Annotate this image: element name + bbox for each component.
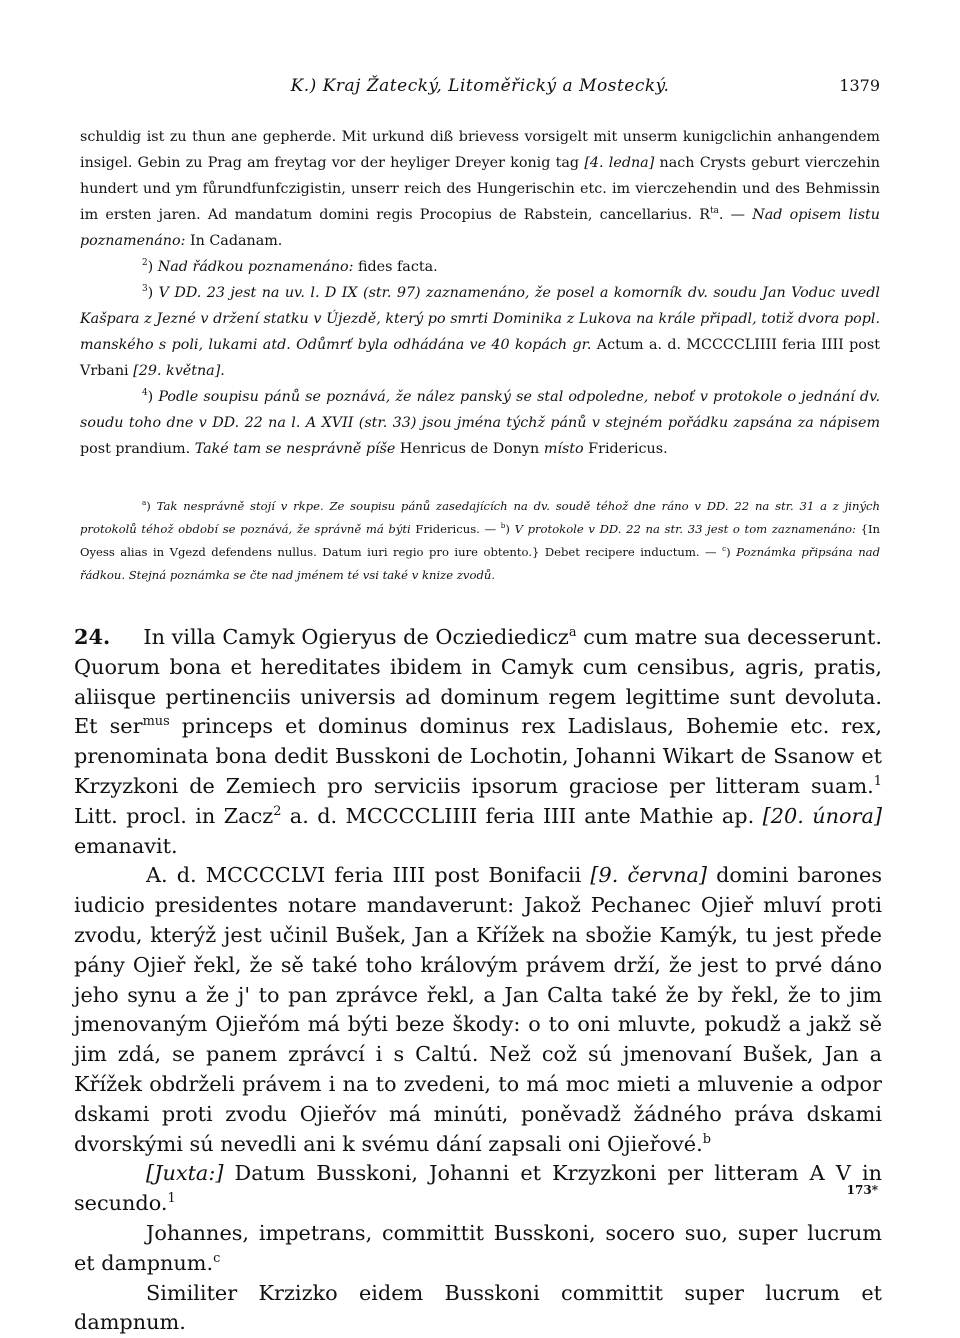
entry-24 <box>74 622 882 1338</box>
entry-paragraph-3: [Juxta:] Datum Busskoni, Johanni et Krzyzkoni per litteram A V in secundo.$^1$ <box>74 1161 882 1216</box>
footnotes-top <box>80 124 880 462</box>
page-number: 1379 <box>839 76 880 95</box>
footnote-small-text: $^a$) Tak nesprávně stojí v rkpe. Ze soupisu pánů zasedajících na dv. soudě téhož dne ráno v DD. 22 na str. 31 a z jiných protokolů téhož období se poznává, že správně má býti Fridericus. — $^b$) V protokole v DD. 22 na str. 33 jest o tom zaznamenáno: {In Oyess alias in Vgezd defendens nullus. Datum iuri regio pro iure obtento.} Debet recipere inductum. — $^c$) Poznámka připsána nad řádkou. Stejná poznámka se čte nad jménem té vsi také v knize zvodů. <box>80 498 880 582</box>
entry-paragraph-4: Johannes, impetrans, committit Busskoni, socero suo, super lucrum et dampnum.$^c$ <box>74 1220 882 1275</box>
entry-paragraph-5: Similiter Krzizko eidem Busskoni committit super lucrum et dampnum. <box>74 1280 882 1335</box>
running-header <box>80 76 880 102</box>
printer-signature: 173* <box>846 1183 878 1197</box>
footnote-4: $^4$) Podle soupisu pánů se poznává, že nález panský se stal odpoledne, neboť v protokole o jednání dv. soudu toho dne v DD. 22 na l. A XVII (str. 33) jsou jména týchž pánů v stejném pořádku zapsána za nápisem post prandium. Také tam se nesprávně píše Henricus de Donyn místo Fridericus. <box>80 388 880 457</box>
entry-number: 24. <box>74 624 111 649</box>
footnotes-small <box>80 495 880 587</box>
page-title: K.) Kraj Žatecký, Litoměřický a Mostecký. <box>290 76 670 96</box>
entry-paragraph-1: 24. In villa Camyk Ogieryus de Ocziediedicz$^a$ cum matre sua decesserunt. Quorum bona et hereditates ibidem in Camyk cum censibus, agris, pratis, aliisque pertinenciis universis ad dominum regem legittime sunt devoluta. Et ser$^{mus}$ princeps et dominus dominus rex Ladislaus, Bohemie etc. rex, prenominata bona dedit Busskoni de Lochotin, Johanni Wikart de Ssanow et Krzyzkoni de Zemiech pro serviciis ipsorum graciose per litteram suam.$^1$ Litt. procl. in Zacz$^2$ a. d. MCCCCLIIII feria IIII ante Mathie ap. [20. února] emanavit. <box>74 624 882 858</box>
entry-paragraph-2: A. d. MCCCCLVI feria IIII post Bonifacii [9. června] domini barones iudicio presidentes notare mandaverunt: Jakož Pechanec Ojieř mluví proti zvodu, kterýž jest učinil Bušek, Jan a Křížek na sbožie Kamýk, tu jest přede pány Ojieř řekl, že sě také toho královým právem drží, že jest to prvé dáno jeho synu a že j' to pan zprávce řekl, a Jan Calta také že by řekl, že to jim jmenovaným Ojieřóm má býti beze škody: o to oni mluvte, pokudž a jakž sě jim zdá, se panem zprávcí i s Caltú. Než což sú jmenovaní Bušek, Jan a Křížek obdrželi právem i na to zvedeni, to má moc mieti a mluvenie a odpor dskami proti zvodu Ojieřóv má minúti, poněvadž žádného práva dskami dvorskými sú nevedli ani k svému dání zapsali oni Ojieřové.$^b$ <box>74 863 882 1156</box>
footnote-3: $^3$) V DD. 23 jest na uv. l. D IX (str. 97) zaznamenáno, že posel a komorník dv. soudu Jan Voduc uvedl Kašpara z Jezné v držení statku v Újezdě, který po smrti Dominika z Lukova na krále připadl, totiž dvora popl. manského s poli, lukami atd. Odůmrť byla odhádána ve 40 kopách gr. Actum a. d. MCCCCLIIII feria IIII post Vrbani [29. května]. <box>80 284 880 379</box>
footnote-continuation: schuldig ist zu thun ane gepherde. Mit urkund diß brievess vorsigelt mit unserm kunigclichin anhangendem insigel. Gebin zu Prag am freytag vor der heyliger Dreyer konig tag [4. ledna] nach Crysts geburt vierczehin hundert und ym fůrundfunfczigistin, unserr reich des Hungerischin etc. im vierczehendin und des Behmissin im ersten jaren. Ad mandatum domini regis Procopius de Rabstein, cancellarius. $R^{ta}$. — Nad opisem listu poznamenáno: In Cadanam. <box>80 129 880 249</box>
footnote-2: $^2$) Nad řádkou poznamenáno: fides facta. <box>142 258 438 275</box>
